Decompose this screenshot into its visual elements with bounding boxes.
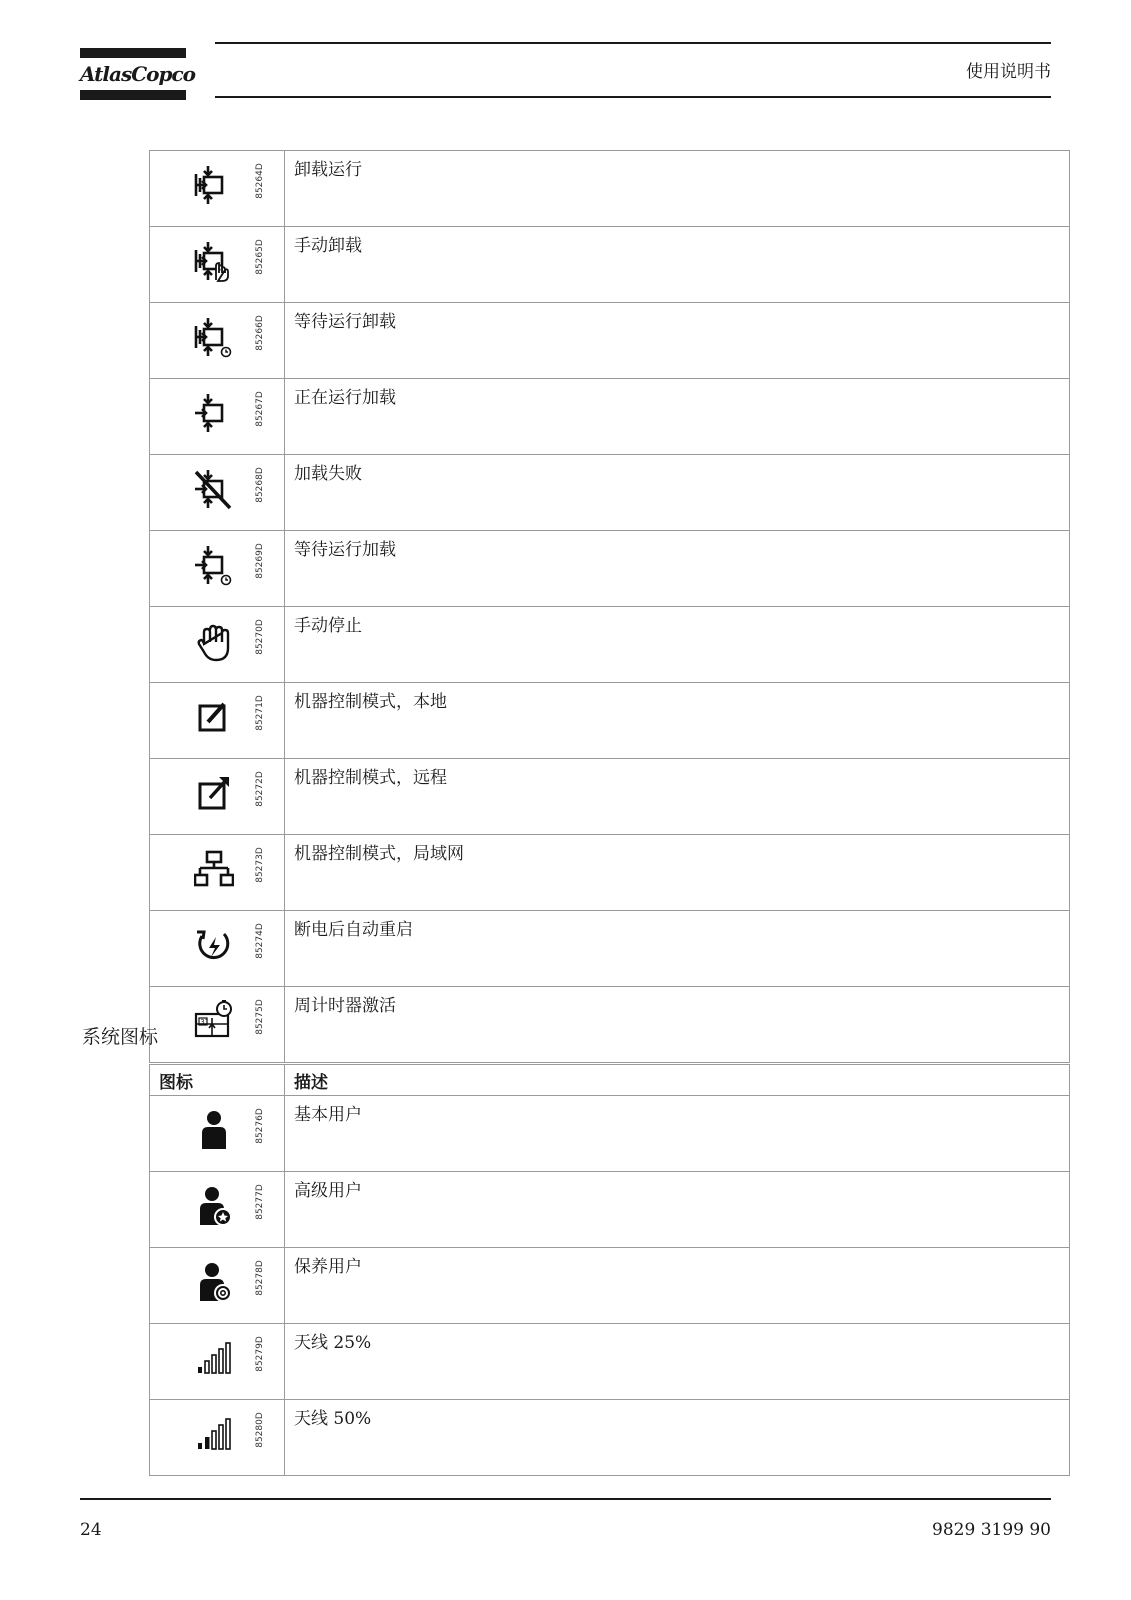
table-row: [150, 835, 1070, 911]
table-row: [150, 303, 1070, 379]
icon-code: 85279D: [255, 1336, 265, 1372]
icon-code: 85280D: [255, 1412, 265, 1448]
table-row: [150, 1096, 1070, 1172]
icon-cell: [150, 759, 285, 835]
description-cell: 天线 25%: [285, 1324, 1070, 1400]
description-cell: 保养用户: [285, 1248, 1070, 1324]
footer-rule: [80, 1498, 1051, 1500]
section-title: 系统图标: [82, 1026, 159, 1048]
icon-cell: [150, 1400, 285, 1476]
header-icon: 图标: [150, 1065, 285, 1096]
service-user-icon: [194, 1261, 234, 1303]
description-cell: 高级用户: [285, 1172, 1070, 1248]
remote-control-icon: [194, 772, 234, 814]
icon-code: 85274D: [255, 923, 265, 959]
table-row: [150, 1172, 1070, 1248]
wait-unload-icon: [194, 316, 234, 358]
description-cell: 机器控制模式，远程: [285, 759, 1070, 835]
icon-code: 85278D: [255, 1260, 265, 1296]
table-header-row: [150, 1065, 1070, 1096]
icon-cell: [150, 1172, 285, 1248]
document-number: 9829 3199 90: [932, 1520, 1051, 1540]
table-row: [150, 151, 1070, 227]
system-icon-table-body: [150, 1096, 1070, 1476]
description-cell: 天线 50%: [285, 1400, 1070, 1476]
week-timer-icon: [194, 1000, 234, 1042]
icon-cell: [150, 987, 285, 1063]
description-cell: 机器控制模式，局域网: [285, 835, 1070, 911]
description-cell: 等待运行加载: [285, 531, 1070, 607]
auto-restart-icon: [194, 924, 234, 966]
wait-load-icon: [194, 544, 234, 586]
description-cell: 等待运行卸载: [285, 303, 1070, 379]
icon-cell: [150, 455, 285, 531]
icon-code: 85272D: [255, 771, 265, 807]
description-cell: 机器控制模式，本地: [285, 683, 1070, 759]
atlas-copco-logo: [80, 48, 195, 100]
logo-bar-bottom: [80, 90, 186, 100]
antenna-50-icon: [194, 1413, 234, 1455]
page-number: 24: [80, 1520, 102, 1540]
logo-bar-top: [80, 48, 186, 58]
table-row: [150, 759, 1070, 835]
table-row: [150, 379, 1070, 455]
icon-code: 85275D: [255, 999, 265, 1035]
system-icon-table: [149, 1064, 1070, 1476]
icon-code: 85269D: [255, 543, 265, 579]
description-cell: 断电后自动重启: [285, 911, 1070, 987]
header-description: 描述: [285, 1065, 1070, 1096]
antenna-25-icon: [194, 1337, 234, 1379]
load-running-icon: [194, 392, 234, 434]
icon-cell: [150, 531, 285, 607]
table-row: [150, 455, 1070, 531]
logo-wordmark: AtlasCopco: [80, 62, 195, 86]
icon-code: 85271D: [255, 695, 265, 731]
icon-cell: [150, 303, 285, 379]
icon-code: 85276D: [255, 1108, 265, 1144]
icon-cell: [150, 1324, 285, 1400]
manual-unload-icon: [194, 240, 234, 282]
table-row: [150, 607, 1070, 683]
status-icon-table-body: [150, 151, 1070, 1063]
load-failed-icon: [194, 468, 234, 510]
icon-code: 85273D: [255, 847, 265, 883]
icon-cell: [150, 835, 285, 911]
icon-code: 85265D: [255, 239, 265, 275]
icon-cell: [150, 151, 285, 227]
table-row: [150, 911, 1070, 987]
table-row: [150, 1248, 1070, 1324]
status-icon-table: [149, 150, 1070, 1063]
icon-cell: [150, 607, 285, 683]
local-control-icon: [194, 696, 234, 738]
table-row: [150, 987, 1070, 1063]
lan-network-icon: [194, 848, 234, 890]
icon-code: 85267D: [255, 391, 265, 427]
table-row: [150, 227, 1070, 303]
basic-user-icon: [194, 1109, 234, 1151]
icon-cell: [150, 911, 285, 987]
icon-code: 85268D: [255, 467, 265, 503]
icon-cell: [150, 1096, 285, 1172]
table-row: [150, 1324, 1070, 1400]
unload-running-icon: [194, 164, 234, 206]
icon-cell: [150, 379, 285, 455]
icon-cell: [150, 683, 285, 759]
hand-stop-icon: [194, 620, 234, 662]
icon-code: 85277D: [255, 1184, 265, 1220]
description-cell: 手动卸载: [285, 227, 1070, 303]
description-cell: 基本用户: [285, 1096, 1070, 1172]
description-cell: 手动停止: [285, 607, 1070, 683]
icon-code: 85266D: [255, 315, 265, 351]
svg-text:31: 31: [200, 1018, 210, 1026]
icon-cell: [150, 1248, 285, 1324]
table-row: [150, 683, 1070, 759]
advanced-user-icon: [194, 1185, 234, 1227]
header-rule-bottom: [215, 96, 1051, 98]
description-cell: 加载失败: [285, 455, 1070, 531]
document-title: 使用说明书: [966, 62, 1051, 82]
icon-cell: [150, 227, 285, 303]
header-rule-top: [215, 42, 1051, 44]
table-row: [150, 1400, 1070, 1476]
description-cell: 周计时器激活: [285, 987, 1070, 1063]
table-row: [150, 531, 1070, 607]
description-cell: 正在运行加载: [285, 379, 1070, 455]
icon-code: 85264D: [255, 163, 265, 199]
icon-code: 85270D: [255, 619, 265, 655]
description-cell: 卸载运行: [285, 151, 1070, 227]
